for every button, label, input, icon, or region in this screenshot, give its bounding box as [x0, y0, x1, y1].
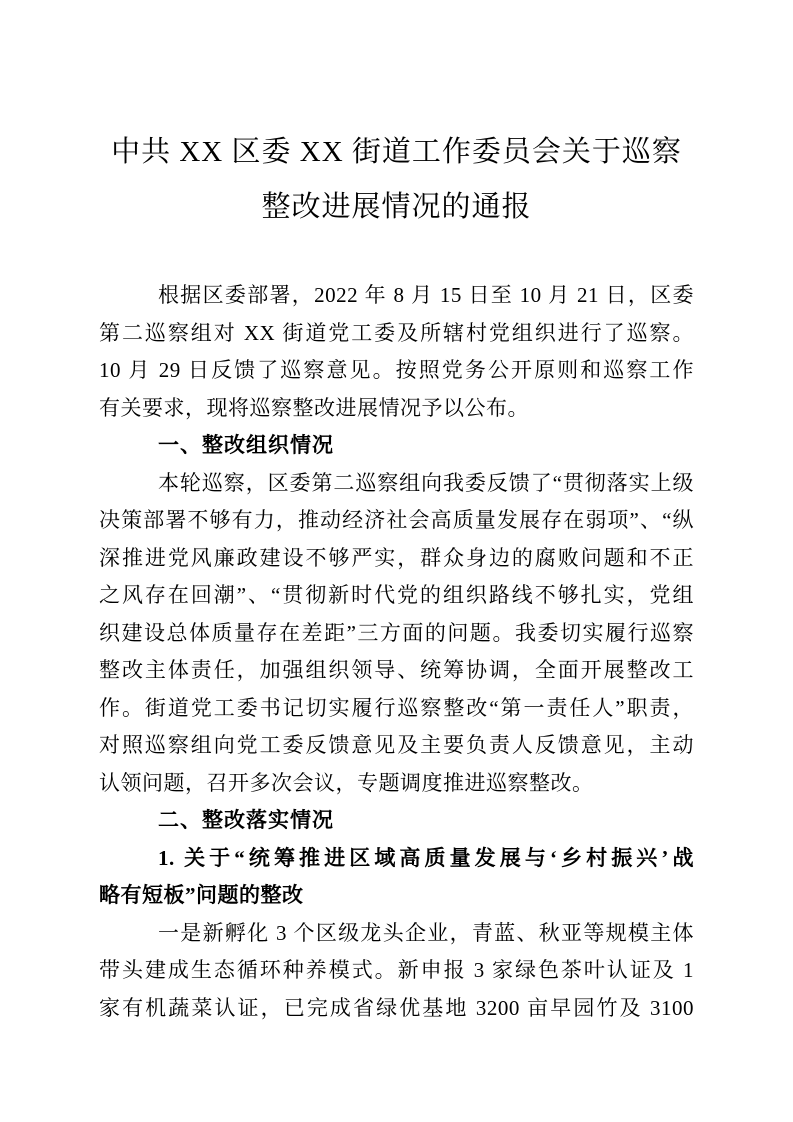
intro-paragraph-line-4: 有关要求，现将巡察整改进展情况予以公布。: [99, 395, 529, 420]
document-body: [99, 277, 694, 1027]
section1-paragraph-line-7: 作。街道党工委书记切实履行巡察整改“第一责任人”职责，: [99, 695, 694, 720]
section1-paragraph-line-1: 本轮巡察，区委第二巡察组向我委反馈了“贯彻落实上级: [158, 470, 694, 495]
intro-paragraph-line-2: 第二巡察组对 XX 街道党工委及所辖村党组织进行了巡察。: [99, 320, 694, 345]
section2-paragraph-line-3: 家有机蔬菜认证，已完成省绿优基地 3200 亩早园竹及 3100: [99, 995, 694, 1020]
title-line-1: 中共 XX 区委 XX 街道工作委员会关于巡察: [111, 136, 682, 168]
sub-heading-line-1: 1. 关于“统筹推进区域高质量发展与‘乡村振兴’战: [158, 845, 694, 870]
section1-paragraph-line-4: 之风存在回潮”、“贯彻新时代党的组织路线不够扎实，党组: [99, 583, 694, 607]
intro-paragraph-line-1: 根据区委部署，2022 年 8 月 15 日至 10 月 21 日，区委: [158, 283, 694, 307]
section1-paragraph-line-2: 决策部署不够有力，推动经济社会高质量发展存在弱项”、“纵: [99, 508, 694, 532]
section1-paragraph-line-9: 认领问题，召开多次会议，专题调度推进巡察整改。: [99, 770, 594, 795]
section2-paragraph-line-2: 带头建成生态循环种养模式。新申报 3 家绿色茶叶认证及 1: [99, 958, 694, 982]
section2-paragraph-line-1: 一是新孵化 3 个区级龙头企业，青蓝、秋亚等规模主体: [158, 920, 694, 945]
section1-paragraph-line-3: 深推进党风廉政建设不够严实，群众身边的腐败问题和不正: [99, 545, 694, 570]
document-content: [99, 0, 694, 1027]
document-title: [99, 125, 694, 235]
title-line-2: 整改进展情况的通报: [261, 191, 532, 223]
sub-heading-line-2: 略有短板”问题的整改: [99, 883, 304, 907]
section1-paragraph-line-5: 织建设总体质量存在差距”三方面的问题。我委切实履行巡察: [99, 620, 694, 645]
section-heading-2: 二、整改落实情况: [158, 809, 334, 832]
section1-paragraph-line-8: 对照巡察组向党工委反馈意见及主要负责人反馈意见，主动: [99, 733, 694, 757]
intro-paragraph-line-3: 10 月 29 日反馈了巡察意见。按照党务公开原则和巡察工作: [99, 358, 694, 382]
section-heading-1: 一、整改组织情况: [158, 434, 334, 457]
section1-paragraph-line-6: 整改主体责任，加强组织领导、统筹协调，全面开展整改工: [99, 658, 694, 682]
